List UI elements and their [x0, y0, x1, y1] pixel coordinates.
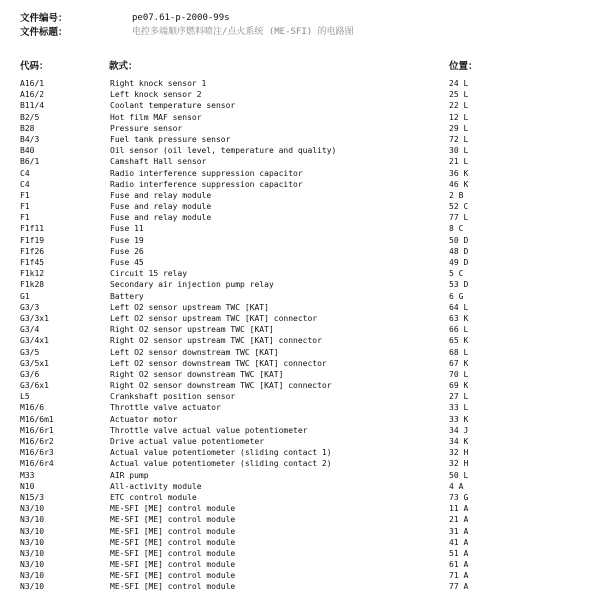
component-code: C4	[20, 168, 30, 178]
component-description: Crankshaft position sensor	[110, 392, 236, 402]
component-position: 51 A	[449, 548, 469, 558]
component-code: F1	[20, 190, 30, 200]
component-code: G3/4x1	[20, 336, 49, 346]
component-code: F1f19	[20, 235, 45, 245]
component-description: ME-SFI [ME] control module	[110, 548, 236, 558]
doc-title-label: 文件标题：	[20, 27, 68, 38]
component-description: Left O2 sensor upstream TWC [KAT] connector	[110, 313, 318, 323]
component-code: N10	[20, 481, 35, 491]
component-position: 25 L	[449, 90, 469, 100]
component-position: 70 L	[449, 369, 469, 379]
component-position: 33 L	[449, 403, 469, 413]
table-row	[0, 492, 605, 503]
component-code: F1f26	[20, 246, 45, 256]
component-position: 22 L	[449, 101, 469, 111]
component-description: ME-SFI [ME] control module	[110, 515, 236, 525]
component-description: Right O2 sensor upstream TWC [KAT] connector	[110, 336, 322, 346]
table-row	[0, 458, 605, 469]
component-code: F1f45	[20, 258, 45, 267]
component-description: ME-SFI [ME] control module	[110, 571, 236, 581]
table-row	[0, 447, 605, 458]
component-description: ME-SFI [ME] control module	[110, 560, 236, 570]
component-code: N3/10	[20, 582, 45, 592]
table-row	[0, 347, 605, 358]
table-row	[0, 201, 605, 212]
table-row	[0, 425, 605, 436]
component-description: Fuse and relay module	[110, 202, 212, 212]
table-row	[0, 235, 605, 246]
component-code: G3/6	[20, 369, 40, 379]
component-description: Actuator motor	[110, 414, 178, 424]
table-row	[0, 279, 605, 290]
component-code: G3/6x1	[20, 381, 49, 391]
table-row	[0, 78, 605, 89]
table-row	[0, 313, 605, 324]
table-row	[0, 145, 605, 156]
component-description: All-activity module	[110, 481, 202, 491]
component-table	[0, 78, 605, 593]
component-code: M33	[20, 470, 35, 480]
component-description: Left knock sensor 2	[110, 90, 202, 100]
component-position: 2 B	[449, 190, 464, 200]
component-description: Secondary air injection pump relay	[110, 280, 274, 290]
component-position: 6 G	[449, 291, 464, 301]
table-row	[0, 246, 605, 257]
table-row	[0, 302, 605, 313]
component-position: 41 A	[449, 537, 469, 547]
component-description: Right knock sensor 1	[110, 79, 207, 88]
component-code: M16/6r4	[20, 459, 54, 469]
component-code: G3/5	[20, 347, 40, 357]
component-position: 68 L	[449, 347, 469, 357]
component-description: Fuse and relay module	[110, 190, 212, 200]
component-description: ME-SFI [ME] control module	[110, 537, 236, 547]
component-code: M16/6r3	[20, 448, 54, 458]
component-code: B4/3	[20, 134, 40, 144]
component-position: 67 K	[449, 358, 469, 368]
component-position: 21 L	[449, 157, 469, 167]
component-description: Left O2 sensor downstream TWC [KAT]	[110, 347, 279, 357]
component-description: Fuse 11	[110, 224, 144, 234]
component-description: ME-SFI [ME] control module	[110, 582, 236, 592]
component-code: G3/3x1	[20, 313, 49, 323]
table-row	[0, 257, 605, 268]
component-code: M16/6m1	[20, 414, 54, 424]
component-position: 63 K	[449, 313, 469, 323]
component-position: 8 C	[449, 224, 464, 234]
doc-title: 电控多端顺序燃料喷注/点火系统 (ME-SFI) 的电路图	[132, 27, 354, 37]
component-position: 12 L	[449, 112, 469, 122]
component-position: 27 L	[449, 392, 469, 402]
table-row	[0, 335, 605, 346]
component-description: ETC control module	[110, 492, 197, 502]
column-header-text: 款式：	[109, 61, 138, 72]
table-row	[0, 291, 605, 302]
component-description: Throttle valve actual value potentiometer	[110, 425, 308, 435]
component-description: Camshaft Hall sensor	[110, 157, 207, 167]
component-position: 34 K	[449, 437, 469, 446]
component-description: Fuse 19	[110, 235, 144, 245]
component-position: 53 D	[449, 280, 469, 290]
table-row	[0, 514, 605, 525]
component-code: N3/10	[20, 537, 45, 547]
component-description: Battery	[110, 291, 144, 301]
component-code: G1	[20, 291, 30, 301]
table-row	[0, 179, 605, 190]
component-description: Throttle valve actuator	[110, 403, 221, 413]
component-position: 49 D	[449, 258, 469, 267]
table-row	[0, 402, 605, 413]
component-code: A16/2	[20, 90, 45, 100]
component-description: Right O2 sensor downstream TWC [KAT]	[110, 369, 284, 379]
table-row	[0, 548, 605, 559]
component-description: Hot film MAF sensor	[110, 112, 202, 122]
component-position: 21 A	[449, 515, 469, 525]
component-description: Actual value potentiometer (sliding contact 1)	[110, 448, 332, 458]
component-position: 69 K	[449, 381, 469, 391]
component-description: Circuit 15 relay	[110, 269, 188, 279]
table-row	[0, 100, 605, 111]
table-row	[0, 223, 605, 234]
table-row	[0, 537, 605, 548]
component-position: 24 L	[449, 79, 469, 88]
component-code: N15/3	[20, 492, 45, 502]
component-code: F1	[20, 213, 30, 223]
component-position: 65 K	[449, 336, 469, 346]
component-description: Left O2 sensor downstream TWC [KAT] connector	[110, 358, 327, 368]
component-position: 33 K	[449, 414, 469, 424]
component-code: N3/10	[20, 560, 45, 570]
component-code: N3/10	[20, 515, 45, 525]
component-description: Fuse 26	[110, 246, 144, 256]
component-position: 77 L	[449, 213, 469, 223]
component-position: 32 H	[449, 448, 469, 458]
component-description: Fuel tank pressure sensor	[110, 134, 231, 144]
table-row	[0, 212, 605, 223]
table-row	[0, 156, 605, 167]
component-description: Oil sensor (oil level, temperature and quality)	[110, 146, 337, 156]
component-code: M16/6r2	[20, 437, 54, 446]
table-row	[0, 358, 605, 369]
table-row	[0, 380, 605, 391]
component-code: B40	[20, 146, 35, 156]
component-description: AIR pump	[110, 470, 149, 480]
component-code: M16/6r1	[20, 425, 54, 435]
component-code: F1f11	[20, 224, 45, 234]
component-code: C4	[20, 179, 30, 189]
component-description: ME-SFI [ME] control module	[110, 504, 236, 514]
table-row	[0, 324, 605, 335]
component-description: Radio interference suppression capacitor	[110, 168, 303, 178]
component-position: 61 A	[449, 560, 469, 570]
component-position: 32 H	[449, 459, 469, 469]
table-row	[0, 414, 605, 425]
component-position: 29 L	[449, 123, 469, 133]
component-position: 77 A	[449, 582, 469, 592]
component-description: Right O2 sensor downstream TWC [KAT] connector	[110, 381, 332, 391]
component-description: Drive actual value potentiometer	[110, 437, 265, 446]
table-row	[0, 526, 605, 537]
component-description: Pressure sensor	[110, 123, 183, 133]
column-header-code: 代码：	[20, 61, 49, 72]
table-row	[0, 559, 605, 570]
column-header-position: 位置：	[449, 61, 478, 72]
component-description: Coolant temperature sensor	[110, 101, 236, 111]
table-row	[0, 190, 605, 201]
component-position: 66 L	[449, 325, 469, 335]
component-code: G3/5x1	[20, 358, 49, 368]
component-code: G3/4	[20, 325, 40, 335]
component-description: Fuse 45	[110, 258, 144, 267]
component-position: 50 D	[449, 235, 469, 245]
table-row	[0, 168, 605, 179]
table-row	[0, 369, 605, 380]
table-row	[0, 436, 605, 447]
table-row	[0, 391, 605, 402]
component-description: Left O2 sensor upstream TWC [KAT]	[110, 302, 269, 312]
component-code: B28	[20, 123, 35, 133]
component-description: Fuse and relay module	[110, 213, 212, 223]
table-row	[0, 581, 605, 592]
component-position: 46 K	[449, 179, 469, 189]
doc-number: pe07.61-p-2000-99s	[132, 13, 230, 23]
table-row	[0, 112, 605, 123]
component-position: 5 C	[449, 269, 464, 279]
component-code: B2/5	[20, 112, 40, 122]
component-code: G3/3	[20, 302, 40, 312]
component-description: Radio interference suppression capacitor	[110, 179, 303, 189]
component-code: F1k28	[20, 280, 45, 290]
component-position: 11 A	[449, 504, 469, 514]
table-row	[0, 503, 605, 514]
component-code: A16/1	[20, 79, 45, 88]
table-row	[0, 481, 605, 492]
component-position: 36 K	[449, 168, 469, 178]
component-position: 72 L	[449, 134, 469, 144]
component-code: N3/10	[20, 571, 45, 581]
table-row	[0, 89, 605, 100]
component-position: 31 A	[449, 526, 469, 536]
table-row	[0, 134, 605, 145]
component-position: 52 C	[449, 202, 469, 212]
doc-number-label: 文件编号：	[20, 13, 68, 24]
table-row	[0, 470, 605, 481]
component-code: F1	[20, 202, 30, 212]
table-row	[0, 123, 605, 134]
component-description: Actual value potentiometer (sliding contact 2)	[110, 459, 332, 469]
component-code: N3/10	[20, 526, 45, 536]
component-position: 71 A	[449, 571, 469, 581]
component-position: 50 L	[449, 470, 469, 480]
component-code: M16/6	[20, 403, 45, 413]
table-row	[0, 570, 605, 581]
component-code: L5	[20, 392, 30, 402]
component-position: 34 J	[449, 425, 469, 435]
component-code: B11/4	[20, 101, 45, 111]
component-code: B6/1	[20, 157, 40, 167]
component-description: ME-SFI [ME] control module	[110, 526, 236, 536]
component-position: 4 A	[449, 481, 464, 491]
component-position: 73 G	[449, 492, 469, 502]
component-code: N3/10	[20, 548, 45, 558]
component-position: 48 D	[449, 246, 469, 256]
component-position: 64 L	[449, 302, 469, 312]
table-row	[0, 268, 605, 279]
component-code: N3/10	[20, 504, 45, 514]
component-position: 30 L	[449, 146, 469, 156]
component-description: Right O2 sensor upstream TWC [KAT]	[110, 325, 274, 335]
component-code: F1k12	[20, 269, 45, 279]
